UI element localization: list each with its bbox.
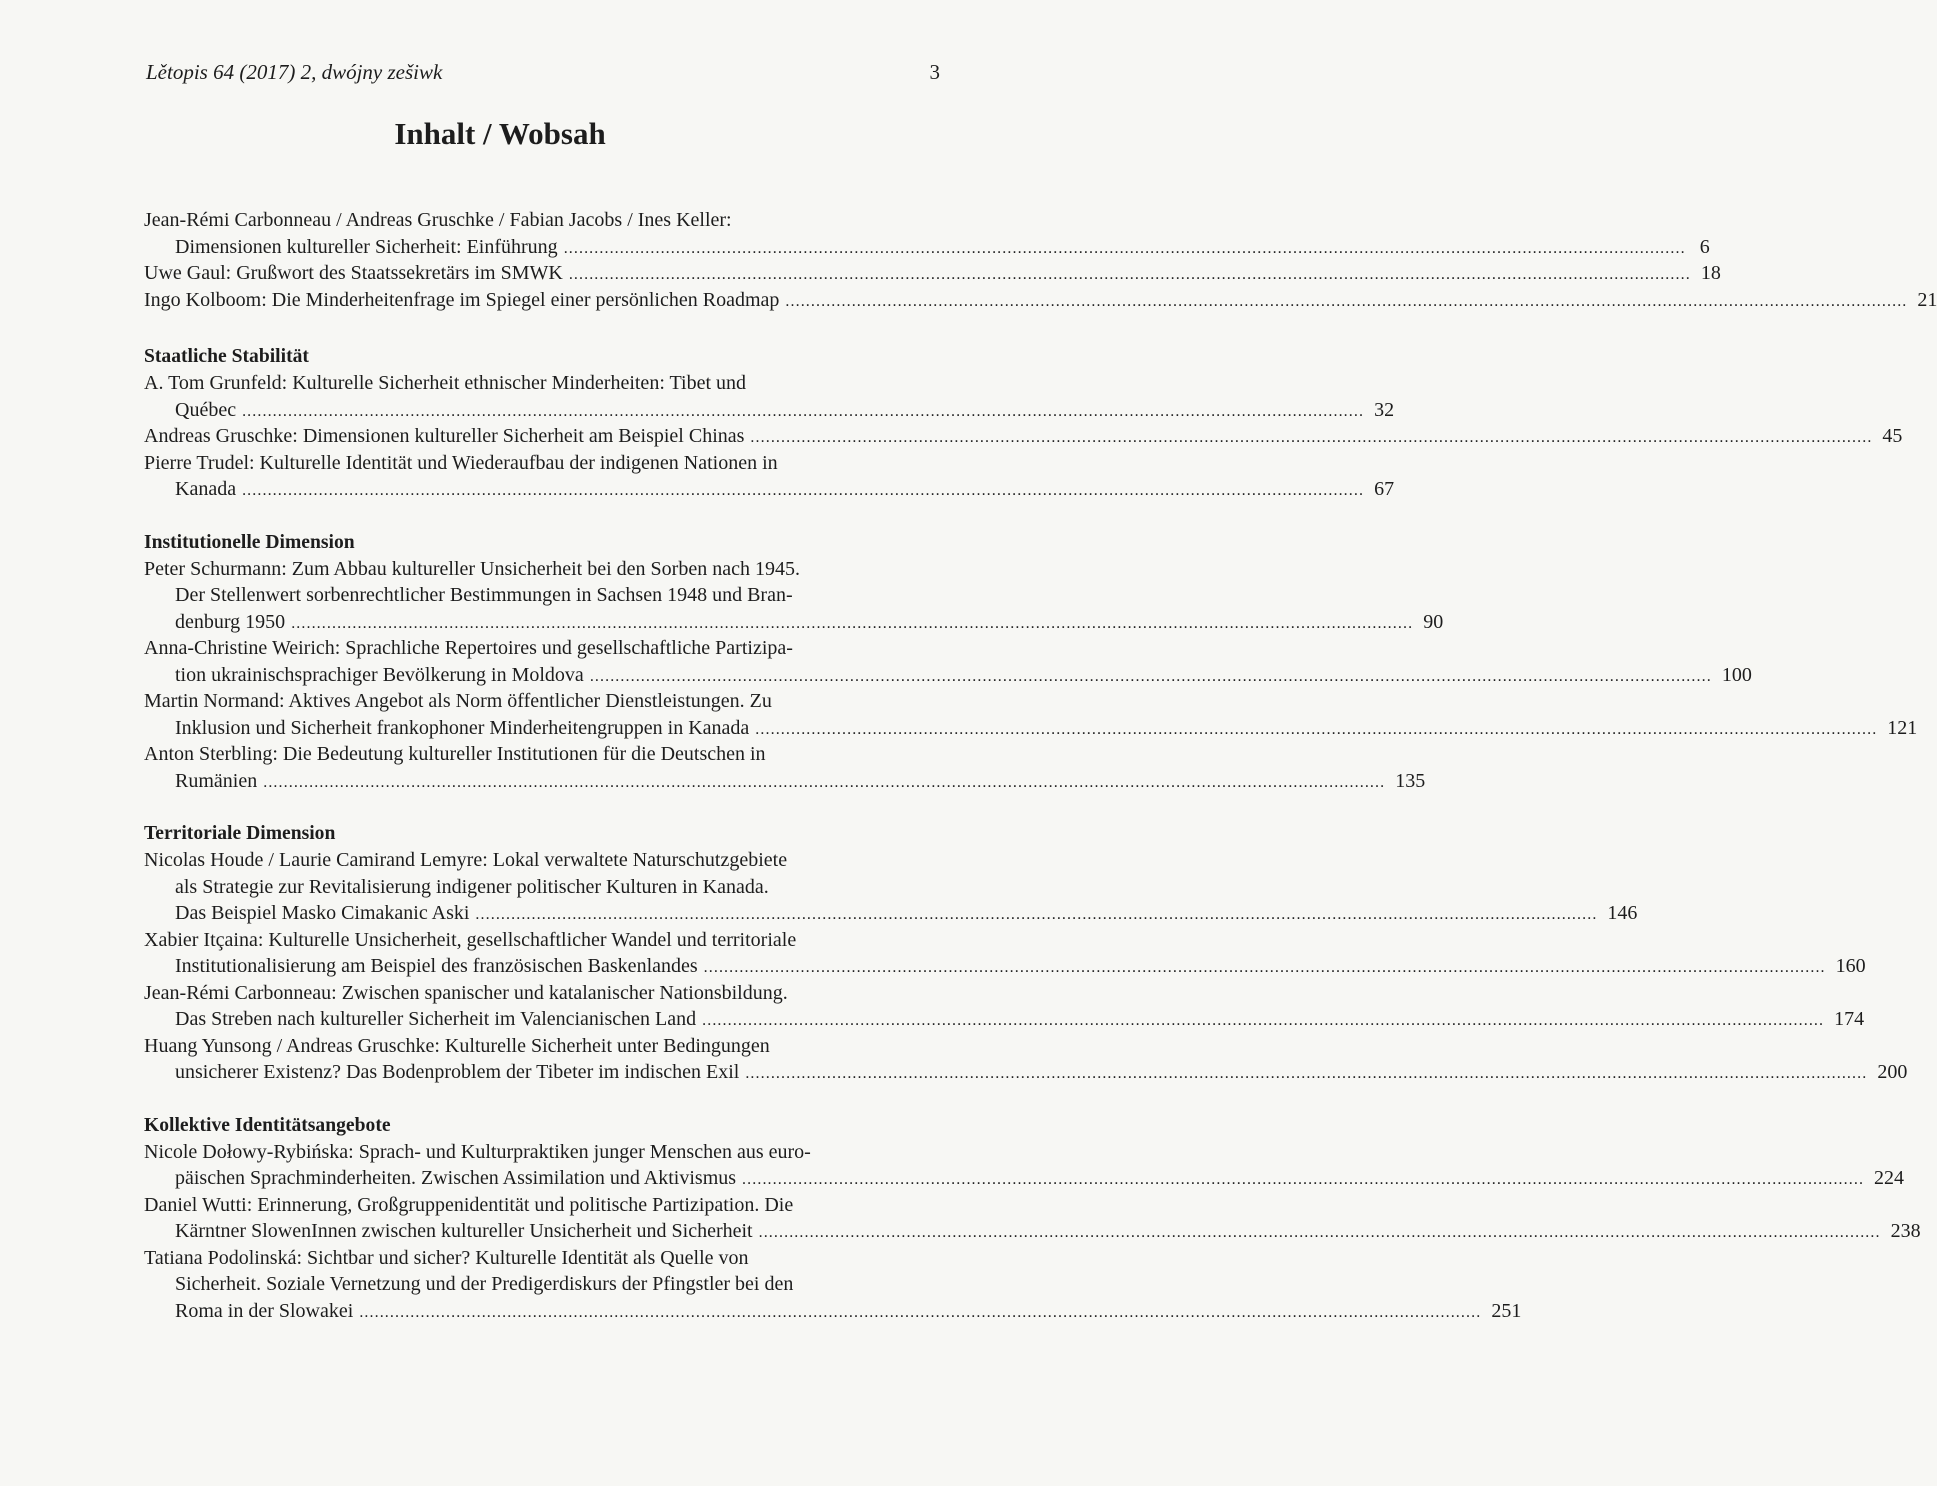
toc-page-number: 200: [1877, 1061, 1908, 1083]
toc-entry-line: Xabier Itçaina: Kulturelle Unsicherheit, gesellschaftlicher Wandel und territoriale: [144, 928, 797, 951]
leader-dots: ............................................................................................................................................................................................................................: [568, 266, 1691, 283]
journal-issue: Lětopis 64 (2017) 2, dwójny zešiwk: [146, 60, 443, 84]
toc-entry-line: [144, 768, 1426, 795]
toc-entry-line: [144, 609, 1444, 636]
toc-entry-line: [144, 423, 1903, 450]
toc-entry-line: [144, 1218, 1921, 1245]
leader-dots: ............................................................................................................................................................................................................................: [563, 239, 1686, 257]
section-spacer: [144, 1086, 941, 1112]
toc-entry-line: Jean-Rémi Carbonneau: Zwischen spanischer und katalanischer Nationsbildung.: [144, 981, 788, 1004]
toc-entry-text: Andreas Gruschke: Dimensionen kultureller Sicherheit am Beispiel Chinas: [144, 425, 745, 447]
toc-entry-text: Dimensionen kultureller Sicherheit: Einführung: [175, 235, 558, 258]
toc-entry-line: [144, 1165, 1905, 1192]
leader-dots: ............................................................................................................................................................................................................................: [750, 429, 1873, 446]
leader-dots: ............................................................................................................................................................................................................................: [702, 1012, 1825, 1029]
toc-entry-line: Anton Sterbling: Die Bedeutung kultureller Institutionen für die Deutschen in: [144, 743, 766, 765]
section-heading: Kollektive Identitätsangebote: [144, 1114, 391, 1136]
toc-entry-text: Das Beispiel Masko Cimakanic Aski: [175, 902, 470, 924]
toc-entry: [144, 1139, 1905, 1192]
toc-entry-line: [144, 397, 1395, 424]
toc-entry-line: Daniel Wutti: Erinnerung, Großgruppenidentität und politische Partizipation. Die: [144, 1193, 794, 1216]
toc-page-number: 67: [1374, 478, 1395, 500]
section-heading: Territoriale Dimension: [144, 823, 336, 844]
toc-entry-line: [144, 260, 1721, 287]
toc-entry-line: Peter Schurmann: Zum Abbau kultureller Unsicherheit bei den Sorben nach 1945.: [144, 557, 800, 580]
toc-entry-text: Inklusion und Sicherheit frankophoner Minderheitengruppen in Kanada: [175, 716, 750, 739]
toc-entry-text: Institutionalisierung am Beispiel des französischen Baskenlandes: [175, 955, 698, 977]
leader-dots: ............................................................................................................................................................................................................................: [742, 1171, 1865, 1188]
leader-dots: ............................................................................................................................................................................................................................: [475, 906, 1598, 923]
toc-entry-line: [144, 1059, 1908, 1086]
toc-entry: [144, 423, 1903, 450]
leader-dots: ............................................................................................................................................................................................................................: [755, 720, 1878, 738]
toc-entry-text: Kanada: [175, 478, 237, 500]
toc-entry-line: Sicherheit. Soziale Vernetzung und der Predigerdiskurs der Pfingstler bei den: [175, 1273, 794, 1295]
toc-entry: [144, 847, 1638, 927]
toc-entry-line: Huang Yunsong / Andreas Gruschke: Kulturelle Sicherheit unter Bedingungen: [144, 1034, 770, 1057]
toc-page-number: 135: [1395, 769, 1426, 792]
toc-entry-text: Uwe Gaul: Grußwort des Staatssekretärs im SMWK: [144, 262, 563, 284]
toc-entry-line: [144, 953, 1866, 980]
toc-entry: [144, 1192, 1921, 1245]
section-spacer: [144, 313, 941, 343]
toc-entry-text: Rumänien: [175, 769, 258, 792]
toc-page-number: 6: [1699, 235, 1710, 258]
toc-entry-text: denburg 1950: [175, 610, 286, 633]
leader-dots: ............................................................................................................................................................................................................................: [758, 1224, 1881, 1241]
toc-page-number: 32: [1374, 398, 1395, 421]
toc-page-number: 100: [1721, 663, 1752, 686]
toc-entry: [144, 370, 1395, 423]
page-title: Inhalt / Wobsah: [394, 116, 606, 151]
toc-entry-line: Pierre Trudel: Kulturelle Identität und Wiederaufbau der indigenen Nationen in: [144, 451, 778, 474]
toc-entry: [144, 980, 1865, 1033]
leader-dots: ............................................................................................................................................................................................................................: [785, 292, 1908, 310]
toc-entry-line: [144, 1006, 1865, 1033]
running-header: [146, 57, 940, 87]
toc-entry-text: Das Streben nach kultureller Sicherheit im Valencianischen Land: [175, 1008, 697, 1030]
toc-entry-line: Jean-Rémi Carbonneau / Andreas Gruschke / Fabian Jacobs / Ines Keller:: [144, 209, 732, 231]
toc-entry-text: Ingo Kolboom: Die Minderheitenfrage im Spiegel einer persönlichen Roadmap: [144, 288, 780, 311]
toc-page-number: 160: [1835, 955, 1866, 977]
toc-entry: [144, 741, 1426, 794]
toc-entry: [144, 207, 1710, 260]
toc-entry-line: Nicole Dołowy-Rybińska: Sprach- und Kulturpraktiken junger Menschen aus euro-: [144, 1140, 811, 1163]
leader-dots: ............................................................................................................................................................................................................................: [703, 959, 1826, 976]
leader-dots: ............................................................................................................................................................................................................................: [242, 482, 1365, 499]
toc-page-number: 251: [1491, 1299, 1522, 1322]
toc-entry-line: als Strategie zur Revitalisierung indigener politischer Kulturen in Kanada.: [175, 875, 769, 898]
toc-page-number: 174: [1834, 1008, 1865, 1030]
toc-page-number: 238: [1890, 1220, 1921, 1242]
toc-entry: [144, 450, 1395, 503]
leader-dots: ............................................................................................................................................................................................................................: [291, 614, 1414, 632]
toc-entry: [144, 1245, 1522, 1325]
toc-entry: [144, 556, 1444, 636]
toc-entry: [144, 287, 1937, 314]
section-heading: Staatliche Stabilität: [144, 346, 309, 367]
toc-page-number: 224: [1874, 1167, 1905, 1189]
toc-page-number: 146: [1607, 902, 1638, 924]
section-heading: Institutionelle Dimension: [144, 531, 355, 553]
toc-entry-line: [144, 1298, 1522, 1325]
section-spacer: [144, 503, 941, 529]
toc-page-number: 18: [1700, 262, 1721, 284]
toc-entry-line: Anna-Christine Weirich: Sprachliche Repertoires und gesellschaftliche Partizipa-: [144, 637, 793, 659]
toc-entry-text: unsicherer Existenz? Das Bodenproblem der Tibeter im indischen Exil: [175, 1061, 740, 1083]
toc-entry-line: Tatiana Podolinská: Sichtbar und sicher? Kulturelle Identität als Quelle von: [144, 1246, 749, 1269]
leader-dots: ............................................................................................................................................................................................................................: [589, 667, 1712, 685]
toc-entry-text: Kärntner SlowenInnen zwischen kultureller Unsicherheit und Sicherheit: [175, 1220, 753, 1242]
toc-entry-line: Martin Normand: Aktives Angebot als Norm öffentlicher Dienstleistungen. Zu: [144, 690, 772, 712]
table-of-contents: [144, 207, 1937, 1324]
toc-entry-line: Nicolas Houde / Laurie Camirand Lemyre: Lokal verwaltete Naturschutzgebiete: [144, 849, 788, 871]
toc-page-number: 21: [1917, 288, 1937, 311]
toc-entry-line: Der Stellenwert sorbenrechtlicher Bestimmungen in Sachsen 1948 und Bran-: [175, 584, 793, 606]
toc-entry-line: A. Tom Grunfeld: Kulturelle Sicherheit ethnischer Minderheiten: Tibet und: [144, 372, 747, 394]
toc-entry-text: Roma in der Slowakei: [175, 1299, 354, 1322]
toc-entry-line: [144, 234, 1710, 261]
toc-entry: [144, 1033, 1908, 1086]
leader-dots: ............................................................................................................................................................................................................................: [745, 1065, 1868, 1082]
leader-dots: ............................................................................................................................................................................................................................: [359, 1303, 1482, 1321]
section-spacer: [144, 794, 941, 820]
toc-page-number: 45: [1882, 425, 1903, 447]
leader-dots: ............................................................................................................................................................................................................................: [263, 773, 1386, 791]
toc-entry: [144, 688, 1918, 741]
toc-entry-text: Québec: [175, 398, 237, 421]
toc-entry-text: päischen Sprachminderheiten. Zwischen Assimilation und Aktivismus: [175, 1167, 737, 1189]
page-number: 3: [929, 60, 940, 84]
toc-entry: [144, 635, 1752, 688]
toc-entry-text: tion ukrainischsprachiger Bevölkerung in Moldova: [175, 663, 584, 686]
toc-entry: [144, 927, 1866, 980]
toc-page-number: 121: [1887, 716, 1918, 739]
toc-entry-line: [144, 662, 1752, 689]
toc-entry: [144, 260, 1721, 287]
toc-entry-line: [144, 287, 1937, 314]
toc-entry-line: [144, 476, 1395, 503]
toc-entry-line: [144, 900, 1638, 927]
leader-dots: ............................................................................................................................................................................................................................: [242, 402, 1365, 420]
toc-page-number: 90: [1423, 610, 1444, 633]
toc-entry-line: [144, 715, 1918, 742]
